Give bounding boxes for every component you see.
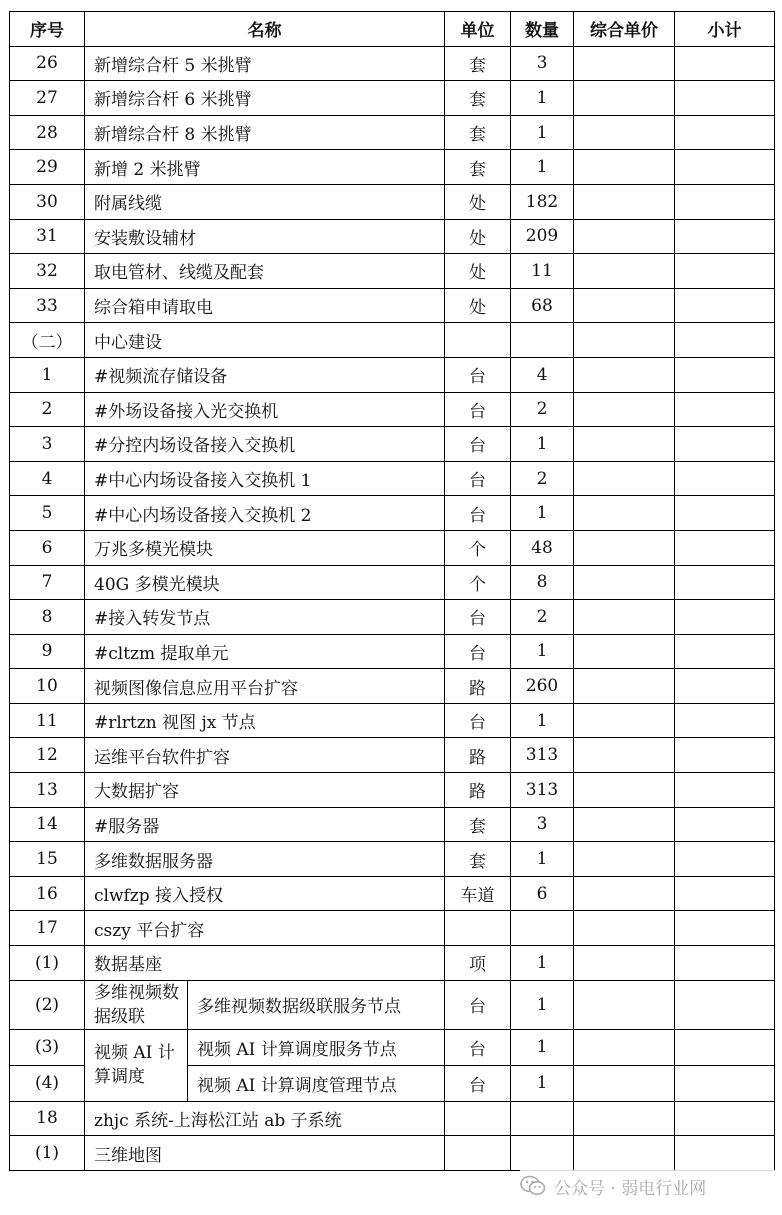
row-name: 数据基座 — [85, 946, 445, 981]
table-row — [10, 530, 775, 565]
row-price — [574, 1136, 675, 1171]
row-subtotal — [675, 461, 775, 496]
row-subtotal — [675, 876, 775, 911]
row-unit: 个 — [445, 530, 511, 565]
row-unit: 处 — [445, 288, 511, 323]
row-unit: 套 — [445, 115, 511, 150]
wechat-icon — [520, 1175, 546, 1197]
row-unit: 处 — [445, 254, 511, 289]
row-price — [574, 634, 675, 669]
row-unit: 套 — [445, 81, 511, 116]
row-qty: 8 — [511, 565, 574, 600]
row-name: 多维视频数据级联服务节点 — [188, 980, 445, 1029]
row-no: 9 — [10, 634, 85, 669]
row-unit: 个 — [445, 565, 511, 600]
row-subtotal — [675, 946, 775, 981]
table-row — [10, 357, 775, 392]
row-no: 3 — [10, 427, 85, 462]
row-price — [574, 1029, 675, 1065]
row-qty: 1 — [511, 1065, 574, 1101]
row-qty: 313 — [511, 773, 574, 808]
row-qty: 1 — [511, 842, 574, 877]
row-no: (4) — [10, 1065, 85, 1101]
row-name: 安装敷设辅材 — [85, 219, 445, 254]
row-name: 视频 AI 计算调度管理节点 — [188, 1065, 445, 1101]
row-name: #rlrtzn 视图 jx 节点 — [85, 703, 445, 738]
row-subtotal — [675, 530, 775, 565]
row-subtotal — [675, 600, 775, 635]
row-qty: 1 — [511, 634, 574, 669]
row-no: 4 — [10, 461, 85, 496]
row-qty: 1 — [511, 946, 574, 981]
row-unit: 台 — [445, 496, 511, 531]
row-price — [574, 461, 675, 496]
row-subtotal — [675, 1065, 775, 1101]
row-no: 26 — [10, 46, 85, 81]
row-price — [574, 81, 675, 116]
table-row — [10, 46, 775, 81]
row-name: #中心内场设备接入交换机 2 — [85, 496, 445, 531]
row-price — [574, 738, 675, 773]
row-subtotal — [675, 565, 775, 600]
row-no: 8 — [10, 600, 85, 635]
row-qty — [511, 323, 574, 358]
row-price — [574, 427, 675, 462]
row-unit: 台 — [445, 600, 511, 635]
row-no: 14 — [10, 807, 85, 842]
row-name: #视频流存储设备 — [85, 357, 445, 392]
watermark — [520, 1170, 780, 1202]
row-price — [574, 911, 675, 946]
row-no: 16 — [10, 876, 85, 911]
table-row — [10, 946, 775, 981]
row-name: 视频图像信息应用平台扩容 — [85, 669, 445, 704]
row-name: #中心内场设备接入交换机 1 — [85, 461, 445, 496]
row-qty: 260 — [511, 669, 574, 704]
table-row — [10, 184, 775, 219]
table-row — [10, 323, 775, 358]
row-name: 万兆多模光模块 — [85, 530, 445, 565]
header-unit: 单位 — [445, 12, 511, 47]
row-subtotal — [675, 496, 775, 531]
row-qty: 1 — [511, 980, 574, 1029]
row-subtotal — [675, 392, 775, 427]
row-subtotal — [675, 288, 775, 323]
row-unit: 台 — [445, 634, 511, 669]
row-subtotal — [675, 115, 775, 150]
row-name: #外场设备接入光交换机 — [85, 392, 445, 427]
row-no: 18 — [10, 1101, 85, 1136]
row-qty: 1 — [511, 496, 574, 531]
quotation-table — [9, 11, 775, 1171]
row-name: #接入转发节点 — [85, 600, 445, 635]
row-unit: 台 — [445, 427, 511, 462]
row-qty: 3 — [511, 807, 574, 842]
watermark-text: 公众号 · 弱电行业网 — [554, 1178, 707, 1199]
table-row — [10, 496, 775, 531]
row-no: (3) — [10, 1029, 85, 1065]
row-price — [574, 323, 675, 358]
row-no: 33 — [10, 288, 85, 323]
row-qty — [511, 1101, 574, 1136]
row-no: 31 — [10, 219, 85, 254]
row-price — [574, 807, 675, 842]
row-subtotal — [675, 357, 775, 392]
row-qty: 1 — [511, 703, 574, 738]
row-name: 取电管材、线缆及配套 — [85, 254, 445, 289]
table-row — [10, 461, 775, 496]
row-unit: 台 — [445, 1065, 511, 1101]
row-price — [574, 219, 675, 254]
row-qty: 1 — [511, 1029, 574, 1065]
row-price — [574, 184, 675, 219]
row-no: 12 — [10, 738, 85, 773]
table-row — [10, 1101, 775, 1136]
row-name: 新增综合杆 6 米挑臂 — [85, 81, 445, 116]
header-price: 综合单价 — [574, 12, 675, 47]
row-no: (1) — [10, 946, 85, 981]
row-price — [574, 842, 675, 877]
row-name: 多维数据服务器 — [85, 842, 445, 877]
row-unit: 台 — [445, 1029, 511, 1065]
row-unit: 台 — [445, 461, 511, 496]
row-price — [574, 980, 675, 1029]
row-qty — [511, 911, 574, 946]
row-no: 30 — [10, 184, 85, 219]
row-qty: 1 — [511, 427, 574, 462]
row-no: （二） — [10, 323, 85, 358]
row-qty: 4 — [511, 357, 574, 392]
row-no: 2 — [10, 392, 85, 427]
row-unit: 项 — [445, 946, 511, 981]
row-qty: 2 — [511, 600, 574, 635]
group-label: 多维视频数据级联 — [85, 980, 188, 1029]
table-row — [10, 150, 775, 185]
row-unit: 车道 — [445, 876, 511, 911]
header-name: 名称 — [85, 12, 445, 47]
row-price — [574, 150, 675, 185]
row-subtotal — [675, 773, 775, 808]
row-subtotal — [675, 81, 775, 116]
row-no: (1) — [10, 1136, 85, 1171]
row-subtotal — [675, 911, 775, 946]
table-row — [10, 254, 775, 289]
row-no: 28 — [10, 115, 85, 150]
row-price — [574, 669, 675, 704]
row-name: 中心建设 — [85, 323, 445, 358]
row-no: (2) — [10, 980, 85, 1029]
row-price — [574, 946, 675, 981]
row-subtotal — [675, 46, 775, 81]
row-name: clwfzp 接入授权 — [85, 876, 445, 911]
row-no: 32 — [10, 254, 85, 289]
table-row — [10, 634, 775, 669]
table-row — [10, 876, 775, 911]
row-no: 13 — [10, 773, 85, 808]
row-qty: 1 — [511, 81, 574, 116]
row-name: 附属线缆 — [85, 184, 445, 219]
row-price — [574, 392, 675, 427]
table-header — [10, 12, 775, 47]
header-qty: 数量 — [511, 12, 574, 47]
row-price — [574, 876, 675, 911]
row-subtotal — [675, 703, 775, 738]
table-row — [10, 219, 775, 254]
table-row — [10, 115, 775, 150]
table-row — [10, 1136, 775, 1171]
row-unit: 台 — [445, 703, 511, 738]
row-unit: 套 — [445, 807, 511, 842]
row-price — [574, 357, 675, 392]
row-subtotal — [675, 738, 775, 773]
row-subtotal — [675, 150, 775, 185]
row-name: #分控内场设备接入交换机 — [85, 427, 445, 462]
table-row — [10, 600, 775, 635]
row-unit: 台 — [445, 357, 511, 392]
table-row — [10, 807, 775, 842]
row-qty: 209 — [511, 219, 574, 254]
row-price — [574, 1101, 675, 1136]
table-row — [10, 392, 775, 427]
row-no: 6 — [10, 530, 85, 565]
row-no: 5 — [10, 496, 85, 531]
row-name: 三维地图 — [85, 1136, 445, 1171]
row-price — [574, 565, 675, 600]
row-subtotal — [675, 254, 775, 289]
row-qty: 11 — [511, 254, 574, 289]
table-row — [10, 911, 775, 946]
row-name: cszy 平台扩容 — [85, 911, 445, 946]
row-price — [574, 288, 675, 323]
row-no: 1 — [10, 357, 85, 392]
row-subtotal — [675, 1029, 775, 1065]
row-no: 15 — [10, 842, 85, 877]
row-name: #服务器 — [85, 807, 445, 842]
row-unit: 台 — [445, 392, 511, 427]
group-label: 视频 AI 计算调度 — [85, 1029, 188, 1101]
table-row — [10, 81, 775, 116]
row-subtotal — [675, 184, 775, 219]
row-unit: 路 — [445, 773, 511, 808]
row-qty: 2 — [511, 392, 574, 427]
row-qty: 313 — [511, 738, 574, 773]
table-row — [10, 738, 775, 773]
row-no: 11 — [10, 703, 85, 738]
row-unit — [445, 1101, 511, 1136]
table-row — [10, 703, 775, 738]
row-no: 27 — [10, 81, 85, 116]
table-row — [10, 427, 775, 462]
row-price — [574, 254, 675, 289]
row-unit: 处 — [445, 184, 511, 219]
row-name: 运维平台软件扩容 — [85, 738, 445, 773]
row-unit: 套 — [445, 46, 511, 81]
table-row — [10, 1029, 775, 1065]
row-unit: 路 — [445, 669, 511, 704]
row-price — [574, 600, 675, 635]
row-subtotal — [675, 219, 775, 254]
row-subtotal — [675, 323, 775, 358]
row-name: 综合箱申请取电 — [85, 288, 445, 323]
table-row — [10, 980, 775, 1029]
row-name: 大数据扩容 — [85, 773, 445, 808]
row-unit: 台 — [445, 980, 511, 1029]
row-name: zhjc 系统-上海松江站 ab 子系统 — [85, 1101, 445, 1136]
row-qty: 1 — [511, 115, 574, 150]
row-qty: 2 — [511, 461, 574, 496]
row-subtotal — [675, 634, 775, 669]
row-qty: 68 — [511, 288, 574, 323]
header-no: 序号 — [10, 12, 85, 47]
row-no: 7 — [10, 565, 85, 600]
row-price — [574, 496, 675, 531]
row-price — [574, 530, 675, 565]
row-no: 10 — [10, 669, 85, 704]
row-no: 17 — [10, 911, 85, 946]
row-price — [574, 115, 675, 150]
row-unit: 处 — [445, 219, 511, 254]
row-no: 29 — [10, 150, 85, 185]
row-name: 新增综合杆 8 米挑臂 — [85, 115, 445, 150]
row-subtotal — [675, 1136, 775, 1171]
row-qty: 1 — [511, 150, 574, 185]
row-name: #cltzm 提取单元 — [85, 634, 445, 669]
table-row — [10, 842, 775, 877]
row-qty: 3 — [511, 46, 574, 81]
table-row — [10, 565, 775, 600]
row-unit — [445, 323, 511, 358]
table-row — [10, 773, 775, 808]
row-qty — [511, 1136, 574, 1171]
row-qty: 6 — [511, 876, 574, 911]
row-qty: 182 — [511, 184, 574, 219]
row-price — [574, 703, 675, 738]
row-price — [574, 46, 675, 81]
row-price — [574, 773, 675, 808]
row-unit — [445, 911, 511, 946]
row-subtotal — [675, 669, 775, 704]
row-price — [574, 1065, 675, 1101]
row-unit: 路 — [445, 738, 511, 773]
row-subtotal — [675, 1101, 775, 1136]
row-name: 新增 2 米挑臂 — [85, 150, 445, 185]
row-subtotal — [675, 980, 775, 1029]
row-unit — [445, 1136, 511, 1171]
row-name: 视频 AI 计算调度服务节点 — [188, 1029, 445, 1065]
table-row — [10, 288, 775, 323]
row-unit: 套 — [445, 150, 511, 185]
row-subtotal — [675, 807, 775, 842]
row-unit: 套 — [445, 842, 511, 877]
row-subtotal — [675, 842, 775, 877]
table-row — [10, 669, 775, 704]
row-name: 40G 多模光模块 — [85, 565, 445, 600]
header-subtotal: 小计 — [675, 12, 775, 47]
row-qty: 48 — [511, 530, 574, 565]
row-name: 新增综合杆 5 米挑臂 — [85, 46, 445, 81]
row-subtotal — [675, 427, 775, 462]
